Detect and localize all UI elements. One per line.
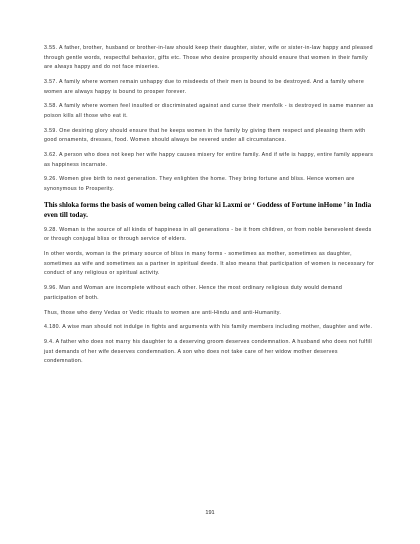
paragraph-3-55: 3.55. A father, brother, husband or brother-in-law should keep their daughter, sister, wife or sister-in-law happy and pleased through gentle words, respectful behavior, gifts etc. Those who desire prosperity should ensure that women in their family are always happy and do not face miseries.: [44, 45, 373, 71]
paragraph-3-62: 3.62. A person who does not keep her wife happy causes misery for entire family. And if wife is happy, entire family appears as happiness incarnate.: [44, 152, 374, 168]
highlight-heading: This shloka forms the basis of women being called Ghar ki Laxmi or ‘ Goddess of Fortune inHome ’ in India even till today.: [44, 200, 372, 219]
paragraph-3-58: 3.58. A family where women feel insulted or discriminated against and curse their menfolk - is destroyed in same manner as poison kills all those who eat it.: [44, 103, 374, 119]
paragraph-3-57: 3.57. A family where women remain unhappy due to misdeeds of their men is bound to be destroyed. And a family where women are always happy is bound to prosper forever.: [44, 78, 365, 95]
paragraph-4-180: 4.180. A wise man should not indulge in fights and arguments with his family members including mother, daughter and wife.: [44, 324, 373, 331]
page-number: 191: [205, 510, 215, 516]
paragraph-3-59: 3.59. One desiring glory should ensure that he keeps women in the family by giving them respect and pleasing them with good ornaments, dresses, food. Women should always be revered under all circumstances.: [44, 127, 366, 144]
paragraph-9-28: 9.28. Woman is the source of all kinds of happiness in all generations - be it from children, or from noble benevolent deeds or through conjugal bliss or through service of elders.: [44, 226, 372, 243]
paragraph-9-26: 9.26. Women give birth to next generation. They enlighten the home. They bring fortune and bliss. Hence women are synonymous to Prosperity.: [44, 176, 355, 193]
paragraph-thus: Thus, those who deny Vedas or Vedic rituals to women are anti-Hindu and anti-Humanity.: [44, 309, 282, 316]
paragraph-other-words: In other words, woman is the primary source of bliss in many forms - sometimes as mother, sometimes as daughter, sometimes as wife and sometimes as a partner in spiritual deeds. It also means that participation of women is necessary for conduct of any religious or spiritual activity.: [44, 251, 375, 277]
paragraph-9-96: 9.96. Man and Woman are incomplete without each other. Hence the most ordinary religious duty would demand participation of both.: [44, 285, 343, 301]
paragraph-9-4: 9.4. A father who does not marry his daughter to a deserving groom deserves condemnation. A husband who does not fulfill just demands of her wife deserves condemnation. A son who does not take care of her widow mother deserves condemnation.: [44, 339, 373, 365]
